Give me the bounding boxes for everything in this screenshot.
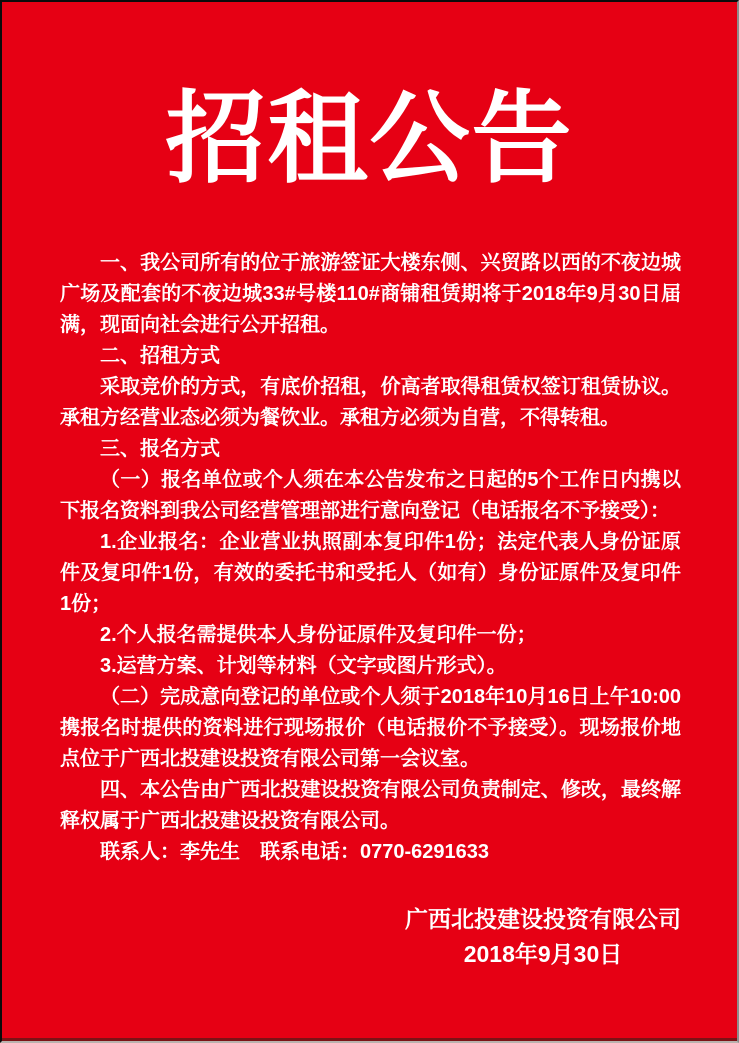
item-1-enterprise-registration: 1.企业报名：企业营业执照副本复印件1份；法定代表人身份证原件及复印件1份，有效的委托书和受托人（如有）身份证原件及复印件1份； [60, 531, 681, 615]
contact-line: 联系人：李先生 联系电话：0770-6291633 [100, 841, 490, 863]
item-3-operation-plan: 3.运营方案、计划等材料（文字或图片形式）。 [100, 655, 507, 677]
clause-1-property-description: 一、我公司所有的位于旅游签证大楼东侧、兴贸路以西的不夜边城广场及配套的不夜边城33#号楼110#商铺租赁期将于2018年9月30日届满，现面向社会进行公开招租。 [60, 252, 681, 336]
poster-title: 招租公告 [165, 84, 574, 195]
signature-date: 2018年9月30日 [463, 941, 623, 967]
clause-2-rental-method: 采取竞价的方式，有底价招租，价高者取得租赁权签订租赁协议。承租方经营业态必须为餐饮业。承租方必须为自营，不得转租。 [60, 376, 681, 429]
signature-block [2, 902, 681, 972]
section-3-heading-registration-method: 三、报名方式 [100, 438, 220, 460]
section-2-heading-rental-method: 二、招租方式 [100, 345, 220, 367]
clause-3-1-registration-requirement: （一）报名单位或个人须在本公告发布之日起的5个工作日内携以下报名资料到我公司经营管理部进行意向登记（电话报名不予接受）： [60, 469, 681, 522]
item-2-individual-registration: 2.个人报名需提供本人身份证原件及复印件一份； [100, 624, 537, 646]
clause-4-interpretation-rights: 四、本公告由广西北投建设投资有限公司负责制定、修改，最终解释权属于广西北投建设投资有限公司。 [60, 779, 681, 832]
clause-3-2-onsite-bidding: （二）完成意向登记的单位或个人须于2018年10月16日上午10:00携报名时提供的资料进行现场报价（电话报价不予接受）。现场报价地点位于广西北投建设投资有限公司第一会议室。 [60, 686, 681, 770]
signature-inner [405, 902, 681, 972]
signature-company: 广西北投建设投资有限公司 [405, 906, 681, 932]
poster-body [60, 248, 681, 868]
